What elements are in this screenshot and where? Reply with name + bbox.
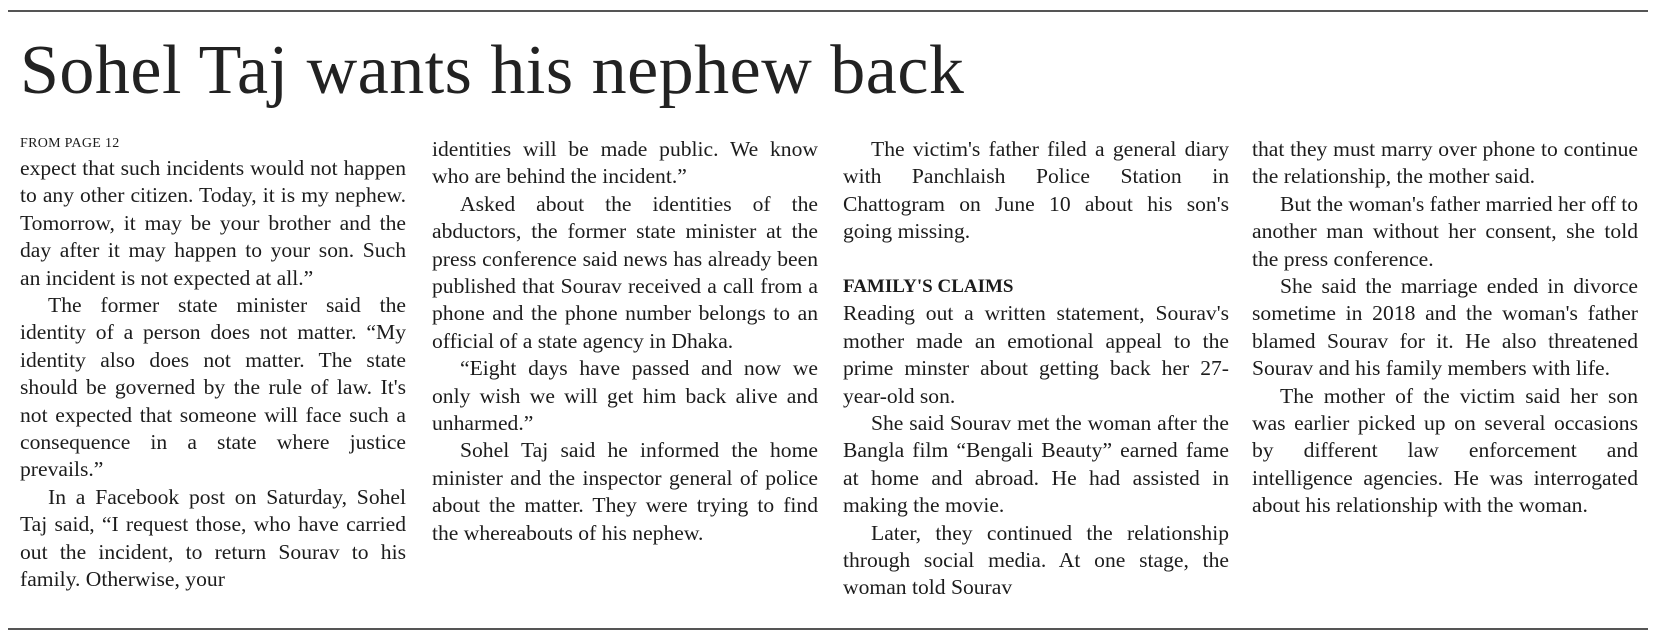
paragraph: Later, they continued the relationship through social media. At one stage, the woman told Sourav bbox=[843, 520, 1229, 600]
headline: Sohel Taj wants his nephew back bbox=[20, 32, 965, 109]
column-2 bbox=[432, 136, 818, 547]
paragraph: identities will be made public. We know who are behind the incident.” bbox=[432, 137, 818, 189]
paragraph: But the woman's father married her off to another man without her consent, she told the press conference. bbox=[1252, 191, 1638, 271]
paragraph: Sohel Taj said he informed the home minister and the inspector general of police about the matter. They were trying to find the whereabouts of his nephew. bbox=[432, 438, 818, 545]
paragraph: The mother of the victim said her son was earlier picked up on several occasions by different law enforcement and intelligence agencies. He was interrogated about his relationship with the woman. bbox=[1252, 383, 1638, 518]
paragraph: The former state minister said the identity of a person does not matter. “My identity also does not matter. The state should be governed by the rule of law. It's not expected that someone will face such a consequence in a state where justice prevails.” bbox=[20, 293, 406, 482]
kicker: FROM PAGE 12 bbox=[20, 136, 120, 151]
paragraph: She said the marriage ended in divorce sometime in 2018 and the woman's father blamed Sourav for it. He also threatened Sourav and his family members with life. bbox=[1252, 274, 1638, 381]
column-1 bbox=[20, 136, 406, 594]
paragraph: “Eight days have passed and now we only wish we will get him back alive and unharmed.” bbox=[432, 356, 818, 436]
paragraph: that they must marry over phone to continue the relationship, the mother said. bbox=[1252, 137, 1638, 189]
top-rule bbox=[8, 10, 1648, 12]
column-4 bbox=[1252, 136, 1638, 520]
bottom-rule bbox=[8, 628, 1648, 630]
column-3 bbox=[843, 136, 1229, 602]
paragraph: Reading out a written statement, Sourav's mother made an emotional appeal to the prime minster about getting back her 27-year-old son. bbox=[843, 301, 1229, 408]
paragraph: Asked about the identities of the abductors, the former state minister at the press conference said news has already been published that Sourav received a call from a phone and the phone number belongs to an official of a state agency in Dhaka. bbox=[432, 191, 818, 353]
paragraph: expect that such incidents would not happen to any other citizen. Today, it is my nephew. Tomorrow, it may be your brother and the day after it may happen to your son. Such an incident is not expected at all.” bbox=[20, 156, 406, 290]
subheading: FAMILY'S CLAIMS bbox=[843, 276, 1014, 298]
paragraph: The victim's father filed a general diary with Panchlaish Police Station in Chattogram on June 10 about his son's going missing. bbox=[843, 137, 1229, 244]
paragraph: She said Sourav met the woman after the Bangla film “Bengali Beauty” earned fame at home and abroad. He had assisted in making the movie. bbox=[843, 411, 1229, 518]
paragraph: In a Facebook post on Saturday, Sohel Taj said, “I request those, who have carried out the incident, to return Sourav to his family. Otherwise, your bbox=[20, 484, 406, 592]
